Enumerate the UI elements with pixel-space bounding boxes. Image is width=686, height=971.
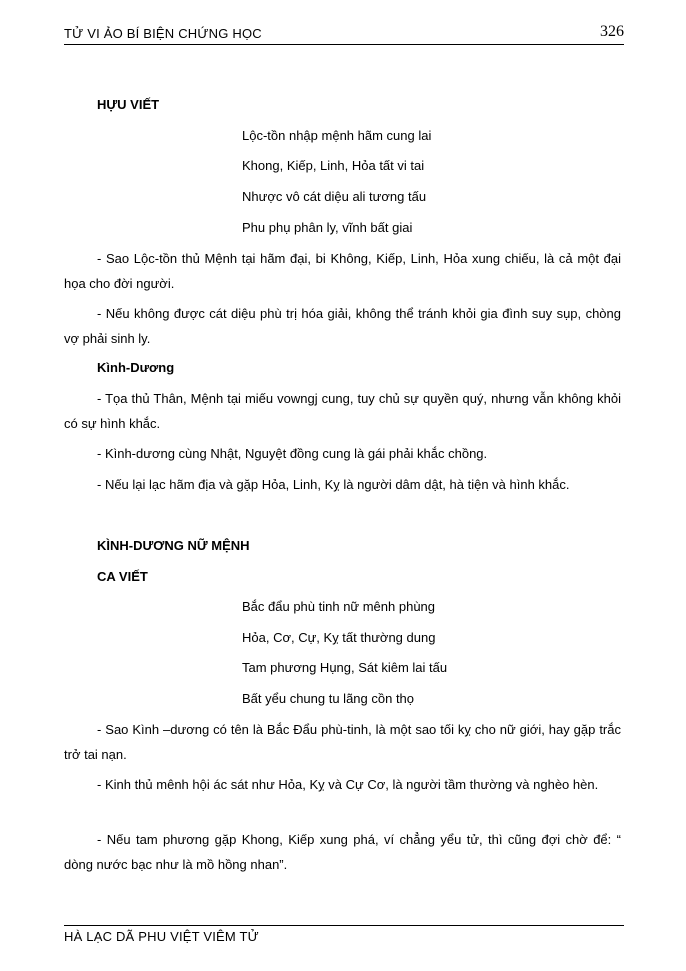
paragraph: - Tọa thủ Thân, Mệnh tại miếu vowngj cung, tuy chủ sự quyền quý, nhưng vẫn không khỏi có sự hình khắc. (64, 391, 621, 431)
section-heading-huu-viet: HỰU VIẾT (97, 97, 160, 112)
paragraph: - Kinh thủ mênh hội ác sát như Hỏa, Kỵ và Cự Cơ, là người tầm thường và nghèo hèn. (97, 777, 599, 792)
verse-line: Bắc đẩu phù tinh nữ mênh phùng (242, 599, 436, 614)
verse-line: Hỏa, Cơ, Cự, Kỵ tất thường dung (242, 630, 436, 645)
section-heading-nu-menh: KÌNH-DƯƠNG NỮ MỆNH (97, 538, 250, 553)
verse-line: Nhược vô cát diệu ali tương tấu (242, 189, 427, 204)
section-subheading-ca-viet: CA VIẾT (97, 569, 148, 584)
verse-line: Bất yểu chung tu lãng cồn thọ (242, 691, 415, 706)
page-number: 326 (600, 23, 624, 40)
verse-line: Phu phụ phân ly, vĩnh bất giai (242, 220, 413, 235)
page-footer (64, 925, 624, 944)
verse-line: Lộc-tồn nhập mệnh hãm cung lai (242, 128, 432, 143)
paragraph: - Nếu lại lạc hãm địa và gặp Hỏa, Linh, Kỵ là người dâm dật, hà tiện và hình khắc. (97, 477, 570, 492)
paragraph: - Nếu tam phương gặp Khong, Kiếp xung phá, ví chẳng yểu tử, thì cũng đợi chờ để: “ dòng nước bạc như là mồ hồng nhan”. (64, 832, 621, 872)
verse-line: Tam phương Hụng, Sát kiêm lai tấu (242, 660, 448, 675)
verse-line: Khong, Kiếp, Linh, Hỏa tất vi tai (242, 158, 425, 173)
paragraph: - Sao Lộc-tồn thủ Mệnh tại hãm đại, bi Không, Kiếp, Linh, Hỏa xung chiếu, là cả một đại họa cho đời người. (64, 251, 621, 291)
footer-text: HÀ LẠC DÃ PHU VIỆT VIÊM TỬ (64, 929, 259, 944)
paragraph: - Nếu không được cát diệu phù trị hóa giải, không thể tránh khỏi gia đình suy sụp, chòng vợ phải sinh ly. (64, 306, 621, 346)
paragraph: - Kình-dương cùng Nhật, Nguyệt đồng cung là gái phải khắc chồng. (97, 446, 488, 461)
header-title: TỬ VI ẢO BÍ BIỆN CHỨNG HỌC (64, 26, 262, 41)
section-heading-kinh-duong: Kình-Dương (97, 360, 175, 375)
paragraph: - Sao Kình –dương có tên là Bắc Đẩu phù-tinh, là một sao tối kỵ cho nữ giới, hay gặp trắc trở tai nạn. (64, 722, 621, 762)
page-header (64, 22, 624, 45)
